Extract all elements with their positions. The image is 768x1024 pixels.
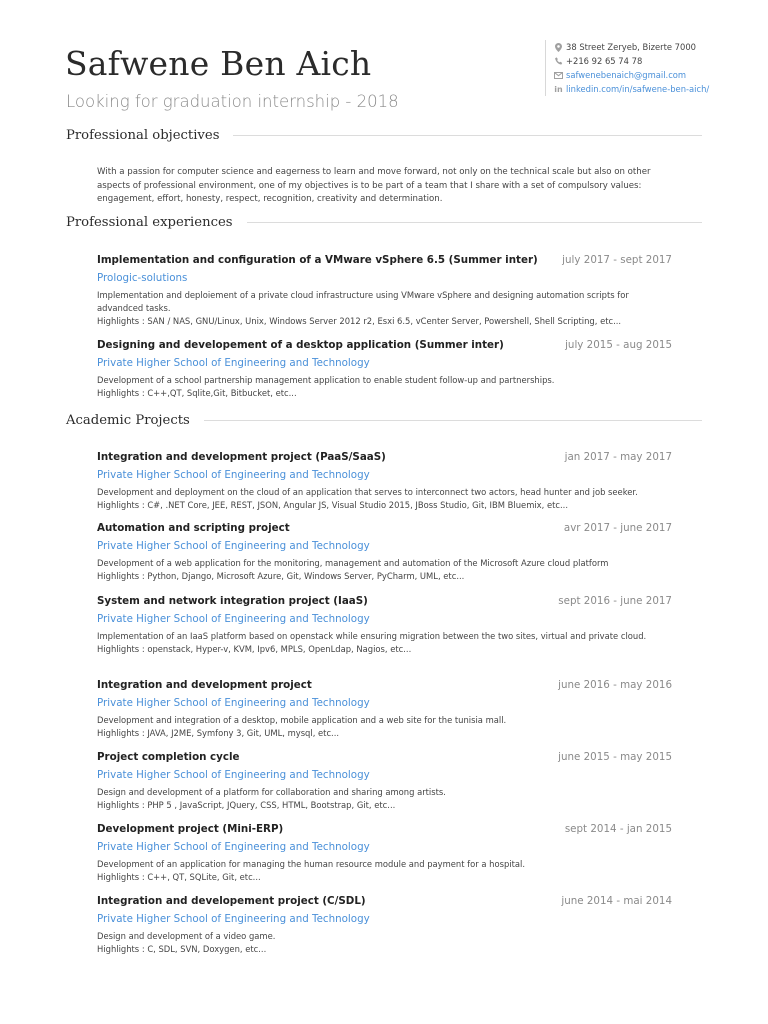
candidate-name: Safwene Ben Aich <box>65 44 372 83</box>
contact-phone <box>552 54 709 68</box>
entry-title: System and network integration project (IaaS) <box>97 595 368 607</box>
entry-highlights: Highlights : Python, Django, Microsoft Azure, Git, Windows Server, PyCharm, UML, etc... <box>97 571 465 581</box>
section-title-experiences <box>66 215 702 230</box>
section-title-objectives <box>66 128 702 143</box>
entry-highlights: Highlights : C++,QT, Sqlite,Git, Bitbucket, etc... <box>97 388 297 398</box>
entry-description: Development of a school partnership management application to enable student follow-up and partnerships. <box>97 375 555 385</box>
section-divider <box>204 420 702 421</box>
email-link[interactable]: safwenebenaich@gmail.com <box>566 70 687 80</box>
entry-title: Development project (Mini-ERP) <box>97 823 284 835</box>
entry-highlights: Highlights : openstack, Hyper-v, KVM, Ipv6, MPLS, OpenLdap, Nagios, etc... <box>97 644 412 654</box>
phone-icon <box>552 57 565 65</box>
linkedin-icon: in <box>554 84 563 94</box>
project-entry <box>97 679 672 740</box>
contact-info <box>545 40 709 96</box>
experience-entry <box>97 339 672 400</box>
project-entry <box>97 451 672 512</box>
entry-description: Development of an application for managing the human resource module and payment for a hospital. <box>97 859 525 869</box>
entry-date: june 2015 - may 2015 <box>558 751 672 763</box>
entry-date: june 2014 - mai 2014 <box>561 895 672 907</box>
contact-linkedin[interactable] <box>552 82 709 96</box>
entry-date: sept 2014 - jan 2015 <box>564 823 672 835</box>
project-entry <box>97 595 672 656</box>
entry-description: Design and development of a video game. <box>97 931 276 941</box>
entry-highlights: Highlights : C#, .NET Core, JEE, REST, JSON, Angular JS, Visual Studio 2015, JBoss Studio, Git, IBM Bluemix, etc... <box>97 500 568 510</box>
contact-address <box>552 40 709 54</box>
entry-organization: Private Higher School of Engineering and Technology <box>97 841 370 853</box>
phone-text: +216 92 65 74 78 <box>566 56 643 66</box>
experiences-heading: Professional experiences <box>66 215 233 230</box>
section-title-academic <box>66 413 702 428</box>
entry-description: Development and integration of a desktop, mobile application and a web site for the tunisia mall. <box>97 715 507 725</box>
location-pin-icon <box>552 43 565 52</box>
entry-title: Integration and development project <box>97 679 312 691</box>
entry-title: Project completion cycle <box>97 751 240 763</box>
entry-description: Implementation of an IaaS platform based on openstack while ensuring migration between the two sites, virtual and private cloud. <box>97 631 647 641</box>
entry-organization: Private Higher School of Engineering and Technology <box>97 769 370 781</box>
entry-organization: Prologic-solutions <box>97 272 188 284</box>
experience-entry <box>97 254 672 328</box>
section-divider <box>233 135 702 136</box>
entry-description: Development of a web application for the monitoring, management and automation of the Microsoft Azure cloud platform <box>97 558 609 568</box>
candidate-tagline: Looking for graduation internship - 2018 <box>66 92 399 111</box>
entry-highlights: Highlights : C, SDL, SVN, Doxygen, etc... <box>97 944 267 954</box>
entry-title: Designing and developement of a desktop application (Summer inter) <box>97 339 504 351</box>
entry-highlights: Highlights : PHP 5 , JavaScript, JQuery, CSS, HTML, Bootstrap, Git, etc... <box>97 800 396 810</box>
entry-title: Automation and scripting project <box>97 522 290 534</box>
entry-organization: Private Higher School of Engineering and Technology <box>97 469 370 481</box>
entry-organization: Private Higher School of Engineering and Technology <box>97 913 370 925</box>
entry-highlights: Highlights : SAN / NAS, GNU/Linux, Unix, Windows Server 2012 r2, Esxi 6.5, vCenter Server, Powershell, Shell Scripting, etc... <box>97 316 622 326</box>
project-entry <box>97 823 672 884</box>
entry-organization: Private Higher School of Engineering and Technology <box>97 540 370 552</box>
project-entry <box>97 895 672 956</box>
entry-title: Integration and development project (PaaS/SaaS) <box>97 451 386 463</box>
entry-organization: Private Higher School of Engineering and Technology <box>97 613 370 625</box>
entry-date: sept 2016 - june 2017 <box>558 595 672 607</box>
entry-title: Implementation and configuration of a VMware vSphere 6.5 (Summer inter) <box>97 254 538 266</box>
entry-date: july 2017 - sept 2017 <box>562 254 672 266</box>
entry-highlights: Highlights : JAVA, J2ME, Symfony 3, Git, UML, mysql, etc... <box>97 728 340 738</box>
entry-date: avr 2017 - june 2017 <box>563 522 672 534</box>
objective-text: With a passion for computer science and eagerness to learn and move forward, not only on the technical scale but also on other aspects of professional environment, one of my objectives is to be part of a team that I share with a set of compulsory values: engagement, effort, honesty, respect, recognition, creativity and determination. <box>97 167 651 204</box>
entry-description: Implementation and deploiement of a private cloud infrastructure using VMware vSphere and designing automation scripts for advandced tasks. <box>97 290 629 313</box>
objectives-heading: Professional objectives <box>66 128 220 143</box>
contact-email[interactable] <box>552 68 709 82</box>
entry-highlights: Highlights : C++, QT, SQLite, Git, etc... <box>97 872 261 882</box>
entry-organization: Private Higher School of Engineering and Technology <box>97 357 370 369</box>
section-divider <box>247 222 702 223</box>
entry-date: june 2016 - may 2016 <box>558 679 672 691</box>
entry-description: Design and development of a platform for collaboration and sharing among artists. <box>97 787 446 797</box>
entry-date: jan 2017 - may 2017 <box>564 451 672 463</box>
entry-date: july 2015 - aug 2015 <box>565 339 672 351</box>
entry-title: Integration and developement project (C/SDL) <box>97 895 366 907</box>
envelope-icon <box>552 72 565 79</box>
project-entry <box>97 522 672 583</box>
linkedin-link[interactable]: linkedin.com/in/safwene-ben-aich/ <box>566 84 710 94</box>
entry-organization: Private Higher School of Engineering and Technology <box>97 697 370 709</box>
academic-heading: Academic Projects <box>66 413 190 428</box>
address-text: 38 Street Zeryeb, Bizerte 7000 <box>566 42 696 52</box>
entry-description: Development and deployment on the cloud of an application that serves to interconnect two actors, head hunter and job seeker. <box>97 487 638 497</box>
project-entry <box>97 751 672 812</box>
